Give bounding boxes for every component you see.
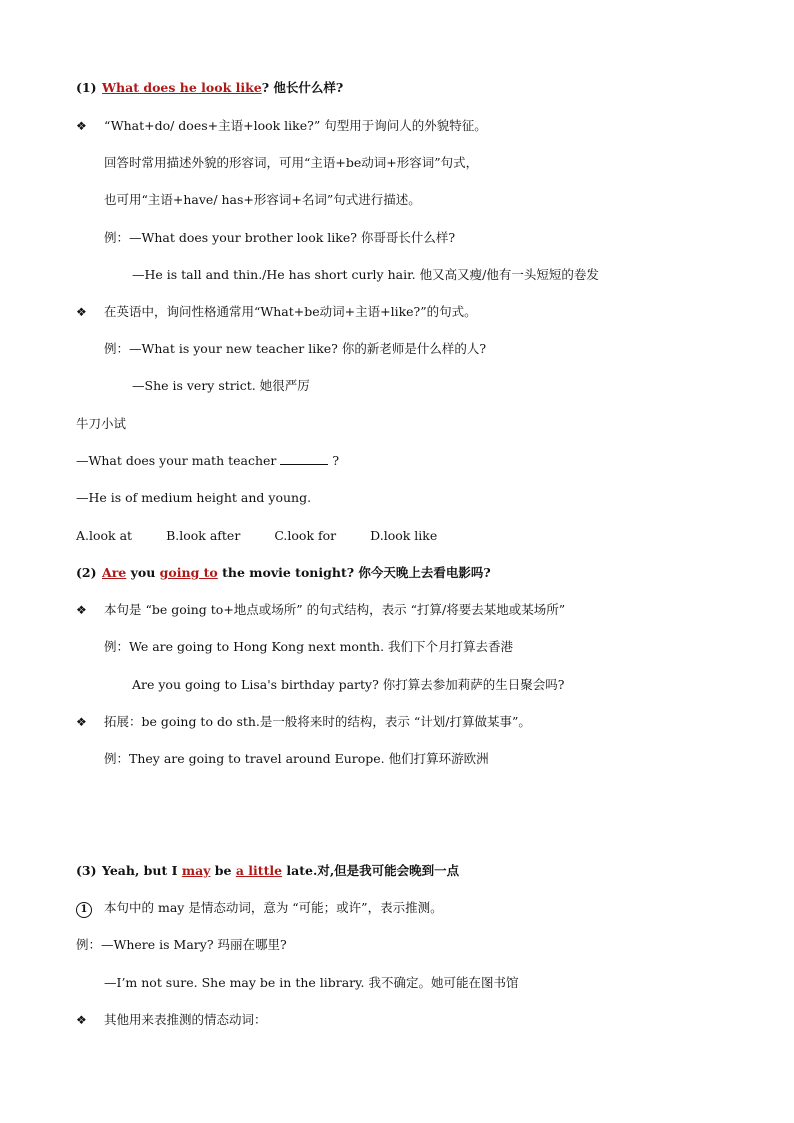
section-3-heading [76,863,459,879]
option-d: D.look like [370,528,438,543]
explanation-line: 拓展：be going to do sth.是一般将来时的结构，表示 “计划/打算做某事”。 [104,714,531,729]
numbered-point [76,900,443,918]
section-2-heading [76,565,491,581]
quiz-answer: —He is of medium height and young. [76,490,312,505]
section-number: (3) [76,863,97,878]
section-number: (2) [76,565,97,580]
section-1-heading [76,80,343,96]
key-phrase: going to [159,565,218,580]
heading-text: Yeah, but I [102,863,182,878]
bullet-icon: ❖ [76,1013,87,1027]
example-line: 例：—What does your brother look like? 你哥哥长什么样? [104,230,456,245]
answer-blank [280,453,328,465]
example-line: 例：They are going to travel around Europe. 他们打算环游欧洲 [104,751,489,766]
heading-text: you [126,565,160,580]
section-number: (1) [76,80,97,95]
bullet-icon: ❖ [76,715,87,729]
explanation-line: 在英语中，询问性格通常用“What+be动词+主语+like?”的句式。 [104,304,477,319]
explanation-line: 其他用来表推测的情态动词： [104,1012,267,1027]
example-line: —She is very strict. 她很严厉 [132,378,310,393]
quiz-options [76,528,471,544]
option-b: B.look after [166,528,241,543]
explanation-line: 本句是 “be going to+地点或场所” 的句式结构，表示 “打算/将要去某地或某场所” [104,602,566,617]
quiz-question [76,453,339,469]
heading-text: the movie tonight? 你今天晚上去看电影吗? [217,565,491,580]
bullet-icon: ❖ [76,119,87,133]
question-text: —What does your math teacher [76,453,277,468]
circled-number: 1 [76,902,92,918]
example-line: 例：We are going to Hong Kong next month. 我们下个月打算去香港 [104,639,514,654]
heading-text: late.对,但是我可能会晚到一点 [282,863,460,878]
example-line: 例：—What is your new teacher like? 你的新老师是什么样的人? [104,341,487,356]
point-text: 本句中的 may 是情态动词，意为 “可能；或许”，表示推测。 [104,900,443,915]
explanation-line: “What+do/ does+主语+look like?” 句型用于询问人的外貌特征。 [104,118,487,133]
key-phrase: What does he look like [102,80,262,95]
example-line: —He is tall and thin./He has short curly hair. 他又高又瘦/他有一头短短的卷发 [132,267,599,282]
option-a: A.look at [76,528,133,543]
explanation-line: 回答时常用描述外貌的形容词，可用“主语+be动词+形容词”句式， [104,155,479,170]
example-line: 例：—Where is Mary? 玛丽在哪里? [76,937,287,952]
quiz-heading: 牛刀小试 [76,416,127,431]
example-line: Are you going to Lisa's birthday party? 你打算去参加莉萨的生日聚会吗? [132,677,565,692]
key-word: Are [102,565,127,580]
example-line: —I’m not sure. She may be in the library. 我不确定。她可能在图书馆 [104,975,519,990]
bullet-icon: ❖ [76,305,87,319]
explanation-line: 也可用“主语+have/ has+形容词+名词”句式进行描述。 [104,192,421,207]
key-word: may [181,863,211,878]
heading-text: be [210,863,236,878]
key-phrase: a little [235,863,283,878]
option-c: C.look for [274,528,337,543]
heading-translation: ? 他长什么样? [261,80,344,95]
question-mark: ? [332,453,340,468]
bullet-icon: ❖ [76,603,87,617]
